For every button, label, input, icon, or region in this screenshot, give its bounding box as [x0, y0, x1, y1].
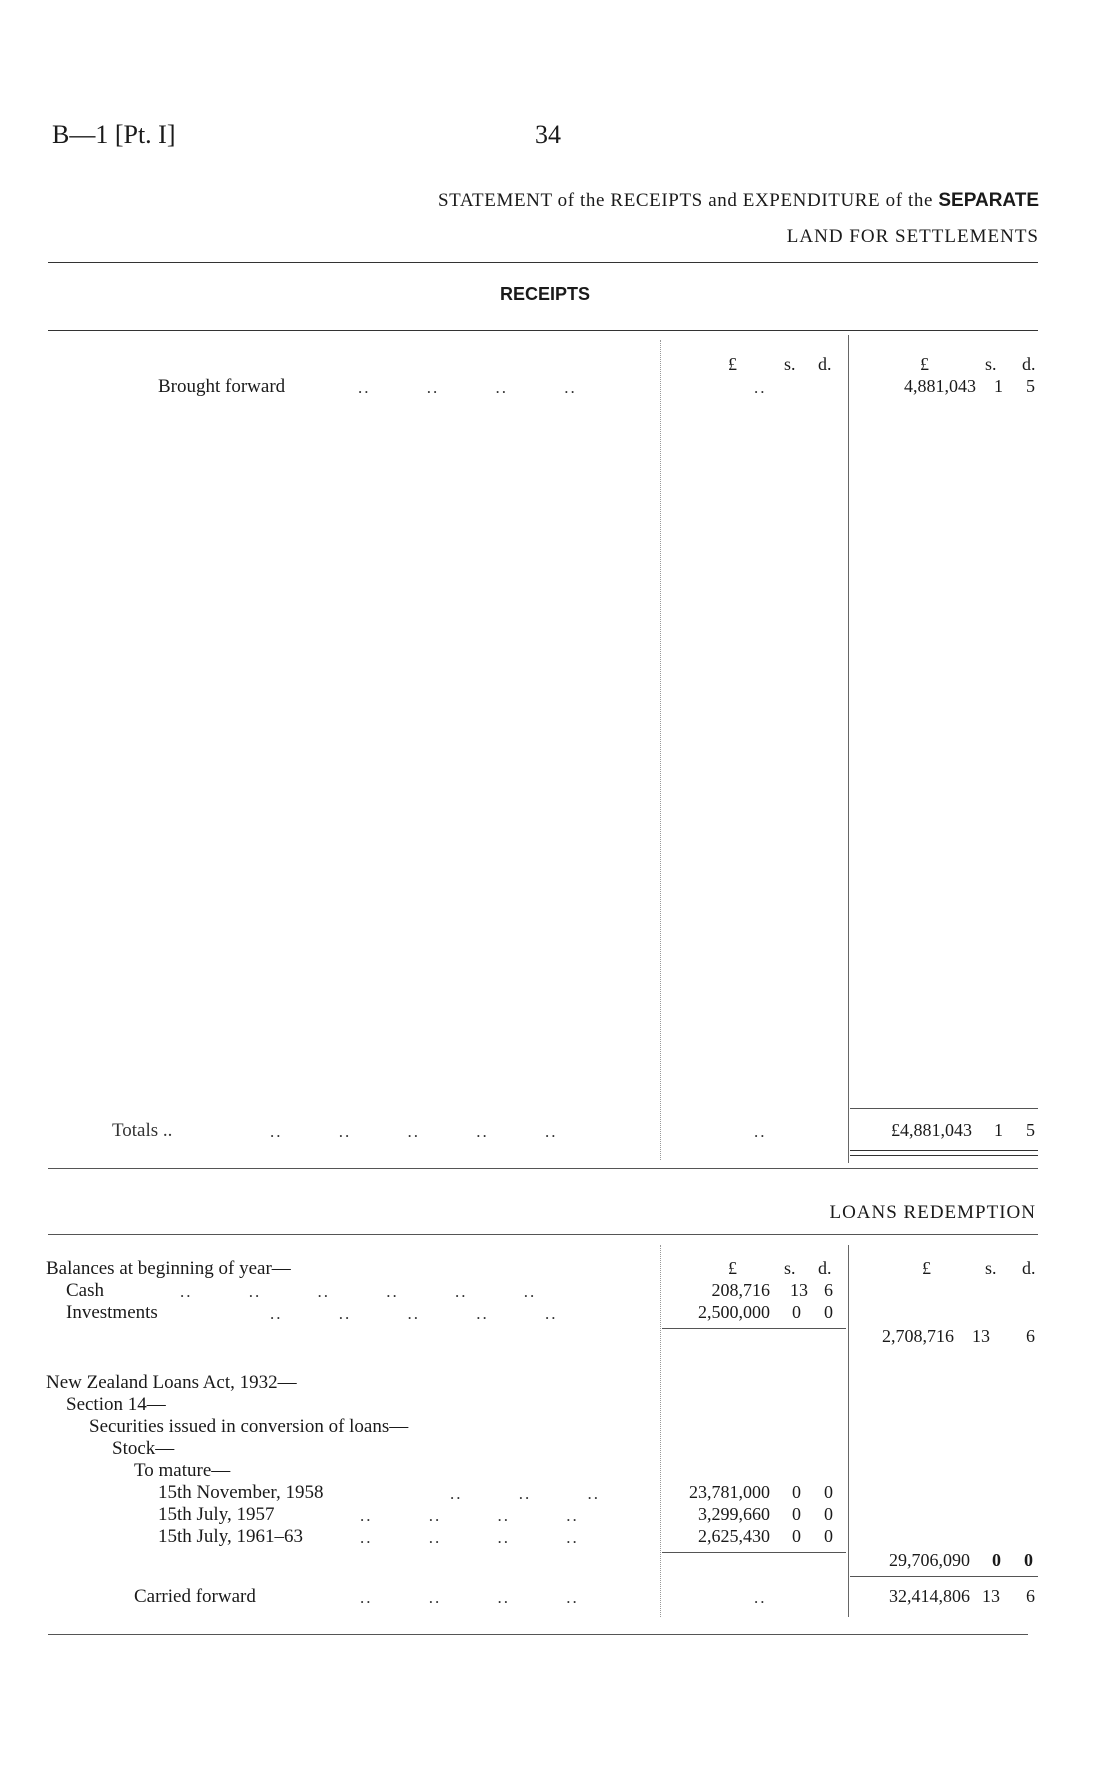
statement-title-prefix: STATEMENT of the RECEIPTS and EXPENDITURE of the [437, 190, 933, 211]
carried-forward-label: Carried forward [134, 1586, 256, 1607]
receipts-inner-s-head: s. [784, 354, 796, 374]
receipts-col-line-1 [660, 340, 661, 1160]
balances-label: Balances at beginning of year— [46, 1258, 291, 1279]
leader-dots: .. .. .. .. .. .. [180, 1282, 537, 1301]
page-number: 34 [535, 120, 561, 149]
statement-subtitle: LAND FOR SETTLEMENTS [786, 226, 1039, 247]
receipts-total-d-head: d. [1022, 354, 1036, 374]
totals-inner: .. [754, 1122, 767, 1141]
investments-s: 0 [792, 1302, 801, 1322]
carried-forward-d: 6 [1026, 1586, 1035, 1606]
balances-total-d: 6 [1026, 1326, 1035, 1346]
securities-label: Securities issued in conversion of loans— [89, 1416, 409, 1437]
rule-bottom [48, 1634, 1028, 1635]
maturity-amount: 23,781,000 [689, 1482, 770, 1502]
receipts-inner-pound-head: £ [728, 354, 737, 374]
receipts-heading: RECEIPTS [499, 284, 591, 304]
cash-d: 6 [824, 1280, 833, 1300]
leader-dots: .. .. .. .. [360, 1588, 579, 1607]
loans-redemption-heading: LOANS REDEMPTION [829, 1202, 1036, 1223]
totals-rule [850, 1108, 1038, 1109]
brought-forward-label: Brought forward [158, 376, 286, 397]
leader-dots: .. .. .. .. .. [270, 1122, 558, 1141]
rule-loans [48, 1234, 1038, 1235]
totals-double-rule [850, 1150, 1038, 1156]
investments-amount: 2,500,000 [698, 1302, 770, 1322]
maturity-label: 15th November, 1958 [158, 1482, 324, 1503]
maturity-d: 0 [824, 1482, 833, 1502]
maturity-s: 0 [792, 1504, 801, 1524]
carried-forward-rule [850, 1576, 1038, 1577]
leader-dots: .. .. .. .. [360, 1528, 579, 1547]
receipts-total-pound-head: £ [920, 354, 929, 374]
maturity-d: 0 [824, 1504, 833, 1524]
maturity-d: 0 [824, 1526, 833, 1546]
leader-dots: .. .. .. [450, 1484, 600, 1503]
maturity-label: 15th July, 1957 [158, 1504, 275, 1525]
maturity-s: 0 [792, 1482, 801, 1502]
loans-total-s-head: s. [985, 1258, 997, 1278]
totals-amount: £4,881,043 [891, 1120, 972, 1140]
carried-forward-s: 13 [982, 1586, 1000, 1606]
carried-forward-inner: .. [754, 1588, 767, 1607]
balances-subtotal-rule [662, 1328, 846, 1329]
maturity-label: 15th July, 1961–63 [158, 1526, 303, 1547]
balances-total-s: 13 [972, 1326, 990, 1346]
cash-label: Cash [66, 1280, 104, 1301]
receipts-total-s-head: s. [985, 354, 997, 374]
statement-title [438, 190, 1039, 212]
brought-forward-total: 4,881,043 [904, 376, 976, 396]
totals-d: 5 [1026, 1120, 1035, 1140]
maturities-total: 29,706,090 [889, 1550, 970, 1570]
loans-inner-d-head: d. [818, 1258, 832, 1278]
loans-col-line-1 [660, 1245, 661, 1617]
leader-dots: .. .. .. .. .. [270, 1304, 558, 1323]
to-mature-label: To mature— [134, 1460, 231, 1481]
loans-inner-pound-head: £ [728, 1258, 737, 1278]
cash-amount: 208,716 [711, 1280, 770, 1300]
maturity-amount: 2,625,430 [698, 1526, 770, 1546]
maturities-total-s: 0 [992, 1550, 1001, 1570]
rule-top [48, 262, 1038, 263]
document-reference: B—1 [Pt. I] [52, 120, 176, 149]
leader-dots: .. .. .. .. [358, 378, 577, 397]
statement-title-bold: SEPARATE [938, 190, 1039, 211]
investments-d: 0 [824, 1302, 833, 1322]
carried-forward-total: 32,414,806 [889, 1586, 970, 1606]
rule-receipts [48, 330, 1038, 331]
cash-s: 13 [790, 1280, 808, 1300]
maturities-total-d: 0 [1024, 1550, 1033, 1570]
stock-label: Stock— [112, 1438, 175, 1459]
loans-col-line-2 [848, 1245, 849, 1617]
loans-total-pound-head: £ [922, 1258, 931, 1278]
maturities-subtotal-rule [662, 1552, 846, 1553]
receipts-col-line-2 [848, 335, 849, 1163]
brought-forward-d: 5 [1026, 376, 1035, 396]
act-label: New Zealand Loans Act, 1932— [46, 1372, 297, 1393]
investments-label: Investments [66, 1302, 158, 1323]
loans-total-d-head: d. [1022, 1258, 1036, 1278]
maturity-s: 0 [792, 1526, 801, 1546]
maturity-amount: 3,299,660 [698, 1504, 770, 1524]
balances-total: 2,708,716 [882, 1326, 954, 1346]
receipts-inner-d-head: d. [818, 354, 832, 374]
loans-inner-s-head: s. [784, 1258, 796, 1278]
brought-forward-s: 1 [994, 376, 1003, 396]
totals-s: 1 [994, 1120, 1003, 1140]
section-label: Section 14— [66, 1394, 166, 1415]
brought-forward-inner: .. [754, 378, 767, 397]
totals-label: Totals .. [112, 1120, 173, 1141]
leader-dots: .. .. .. .. [360, 1506, 579, 1525]
rule-section-break [48, 1168, 1038, 1169]
